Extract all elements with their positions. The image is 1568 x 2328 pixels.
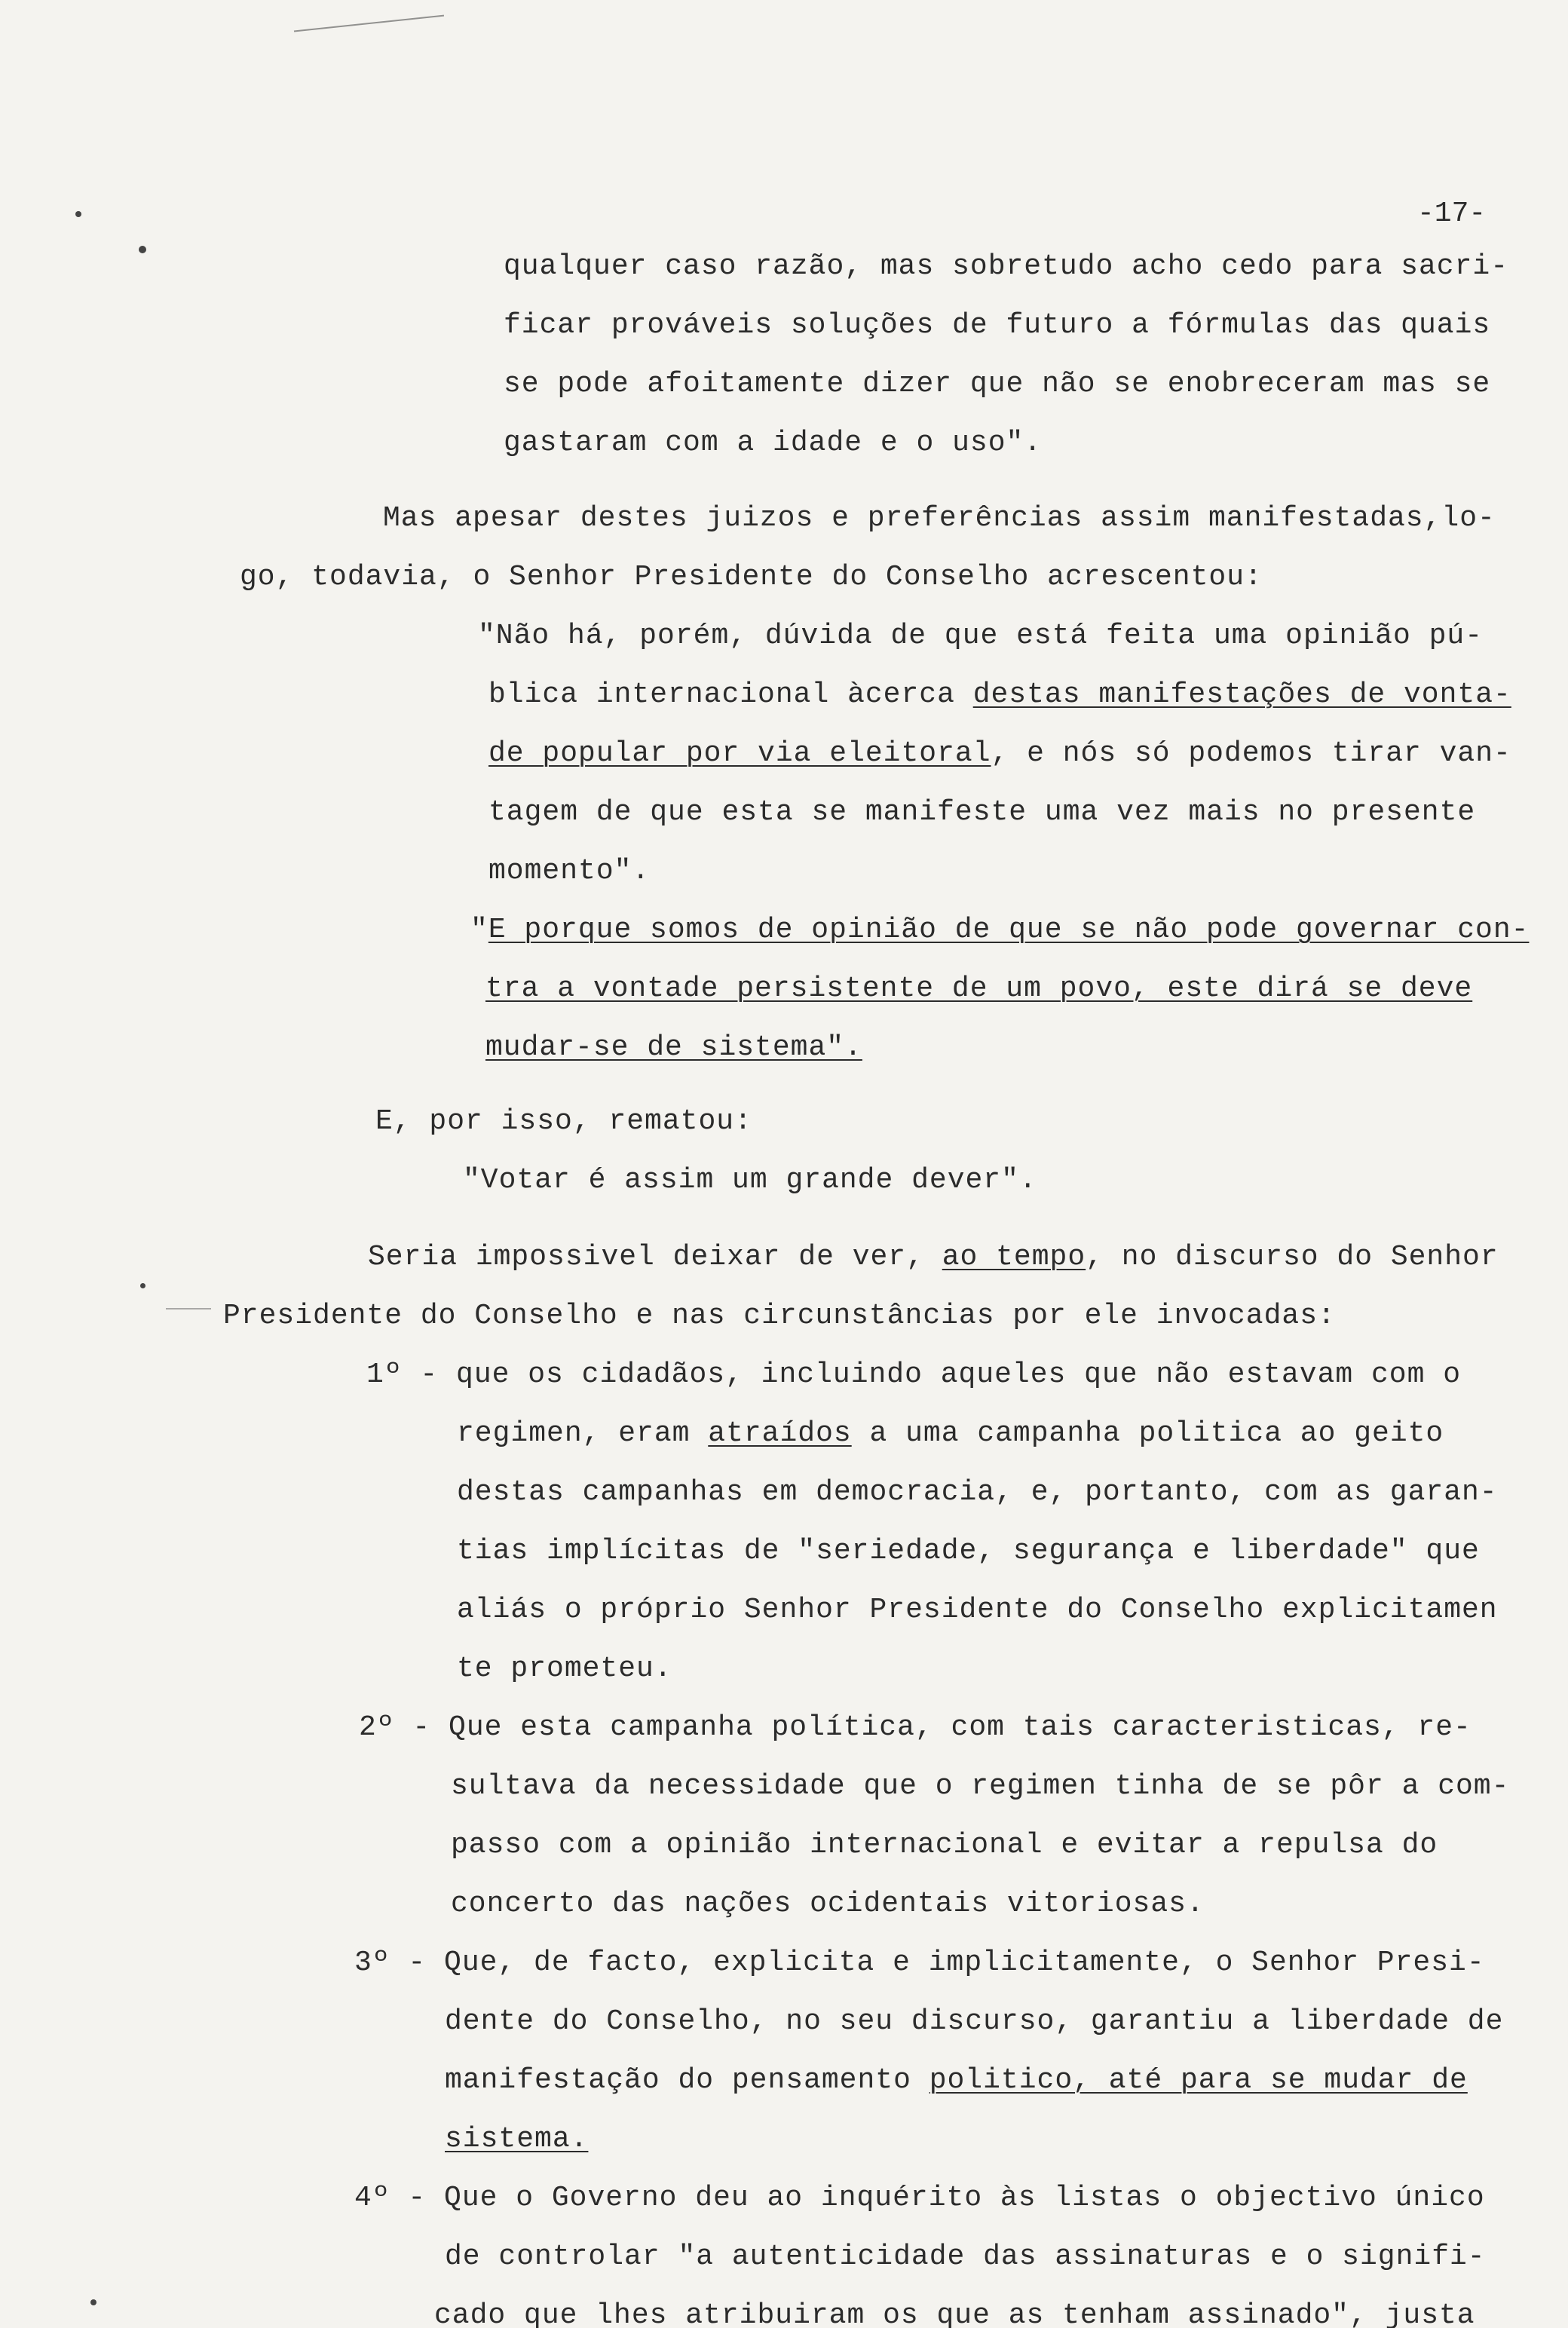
text-segment: destas campanhas em democracia, e, portanto, com as garan- xyxy=(457,1476,1498,1509)
text-segment: passo com a opinião internacional e evitar a repulsa do xyxy=(451,1829,1438,1861)
text-line xyxy=(504,427,1042,460)
text-line xyxy=(478,620,1483,653)
text-segment: sultava da necessidade que o regimen tinha de se pôr a com- xyxy=(451,1770,1510,1803)
underlined-text: destas manifestações de vonta- xyxy=(972,678,1511,711)
underlined-text: atraídos xyxy=(708,1417,852,1450)
text-line xyxy=(445,2005,1503,2039)
text-line xyxy=(354,2182,1485,2215)
text-line xyxy=(504,309,1490,342)
hole-punch-dot xyxy=(75,211,81,217)
text-segment: 3º - Que, de facto, explicita e implicitamente, o Senhor Presi- xyxy=(354,1947,1485,1979)
text-segment: momento". xyxy=(488,855,651,887)
text-segment: ficar prováveis soluções de futuro a fórmulas das quais xyxy=(504,309,1491,342)
text-line xyxy=(488,678,1511,712)
text-segment: "Votar é assim um grande dever". xyxy=(463,1164,1037,1196)
text-line xyxy=(375,1105,752,1138)
text-segment: cado que lhes atribuiram os que as tenham assinado", justa xyxy=(434,2299,1475,2328)
text-line xyxy=(354,1947,1485,1980)
hole-punch-dot xyxy=(140,1283,145,1288)
text-segment: a uma campanha politica ao geito xyxy=(851,1417,1444,1450)
text-line xyxy=(445,2123,588,2156)
underlined-text: E porque somos de opinião de que se não pode governar con- xyxy=(488,914,1530,946)
text-segment: 4º - Que o Governo deu ao inquérito às listas o objectivo único xyxy=(354,2182,1485,2214)
text-line xyxy=(445,2064,1468,2097)
text-segment: Presidente do Conselho e nas circunstâncias por ele invocadas: xyxy=(223,1300,1336,1332)
text-segment: se pode afoitamente dizer que não se enobreceram mas se xyxy=(504,368,1491,400)
margin-mark xyxy=(166,1308,211,1310)
text-segment: 1º - que os cidadãos, incluindo aqueles que não estavam com o xyxy=(366,1359,1462,1391)
text-line xyxy=(488,855,650,888)
text-line xyxy=(488,796,1475,829)
page-number: -17- xyxy=(1417,198,1487,230)
text-segment: dente do Conselho, no seu discurso, garantiu a liberdade de xyxy=(445,2005,1504,2038)
pen-mark xyxy=(294,15,445,40)
hole-punch-dot xyxy=(139,246,146,253)
underlined-text: politico, até para se mudar de xyxy=(929,2064,1468,2097)
text-segment: qualquer caso razão, mas sobretudo acho cedo para sacri- xyxy=(504,250,1509,283)
text-segment: E, por isso, rematou: xyxy=(375,1105,752,1138)
text-line xyxy=(368,1241,1499,1274)
text-segment: , e nós só podemos tirar van- xyxy=(991,737,1511,770)
text-line xyxy=(445,2241,1486,2274)
text-segment: gastaram com a idade e o uso". xyxy=(504,427,1043,459)
text-segment: regimen, eram xyxy=(457,1417,709,1450)
hole-punch-dot xyxy=(90,2299,96,2305)
text-segment: "Não há, porém, dúvida de que está feita uma opinião pú- xyxy=(478,620,1484,652)
text-line xyxy=(223,1300,1336,1333)
text-line xyxy=(451,1829,1438,1862)
text-line xyxy=(504,368,1490,401)
text-segment: tias implícitas de "seriedade, segurança e liberdade" que xyxy=(457,1535,1480,1567)
underlined-text: ao tempo xyxy=(942,1241,1086,1273)
text-segment: concerto das nações ocidentais vitoriosas. xyxy=(451,1888,1205,1920)
text-line xyxy=(434,2299,1475,2328)
text-segment: aliás o próprio Senhor Presidente do Conselho explicitamen xyxy=(457,1594,1498,1626)
text-line xyxy=(485,973,1472,1006)
text-line xyxy=(366,1359,1461,1392)
text-segment: " xyxy=(470,914,488,946)
text-segment: , no discurso do Senhor xyxy=(1086,1241,1499,1273)
text-segment: te prometeu. xyxy=(457,1653,672,1685)
text-segment: blica internacional àcerca xyxy=(488,678,973,711)
text-segment: Mas apesar destes juizos e preferências assim manifestadas,lo- xyxy=(383,502,1496,535)
text-line xyxy=(457,1594,1498,1627)
text-segment: 2º - Que esta campanha política, com tais caracteristicas, re- xyxy=(359,1711,1472,1744)
text-line xyxy=(240,561,1263,594)
text-line xyxy=(451,1888,1205,1921)
text-line xyxy=(457,1476,1498,1509)
text-line xyxy=(451,1770,1509,1803)
text-line xyxy=(485,1031,862,1064)
text-line xyxy=(457,1417,1444,1450)
text-segment: Seria impossivel deixar de ver, xyxy=(368,1241,942,1273)
text-segment: tagem de que esta se manifeste uma vez mais no presente xyxy=(488,796,1476,829)
text-segment: manifestação do pensamento xyxy=(445,2064,929,2097)
text-segment: de controlar "a autenticidade das assinaturas e o signifi- xyxy=(445,2241,1486,2273)
underlined-text: tra a vontade persistente de um povo, este dirá se deve xyxy=(485,973,1473,1005)
text-line xyxy=(463,1164,1037,1197)
underlined-text: de popular por via eleitoral xyxy=(488,737,991,770)
text-line xyxy=(488,737,1511,770)
text-line xyxy=(457,1653,672,1686)
underlined-text: sistema. xyxy=(445,2123,589,2155)
text-line xyxy=(504,250,1508,283)
text-line xyxy=(359,1711,1472,1744)
underlined-text: mudar-se de sistema". xyxy=(485,1031,862,1064)
text-line xyxy=(457,1535,1480,1568)
text-segment: go, todavia, o Senhor Presidente do Conselho acrescentou: xyxy=(240,561,1263,593)
text-line xyxy=(383,502,1496,535)
text-line xyxy=(470,914,1529,947)
